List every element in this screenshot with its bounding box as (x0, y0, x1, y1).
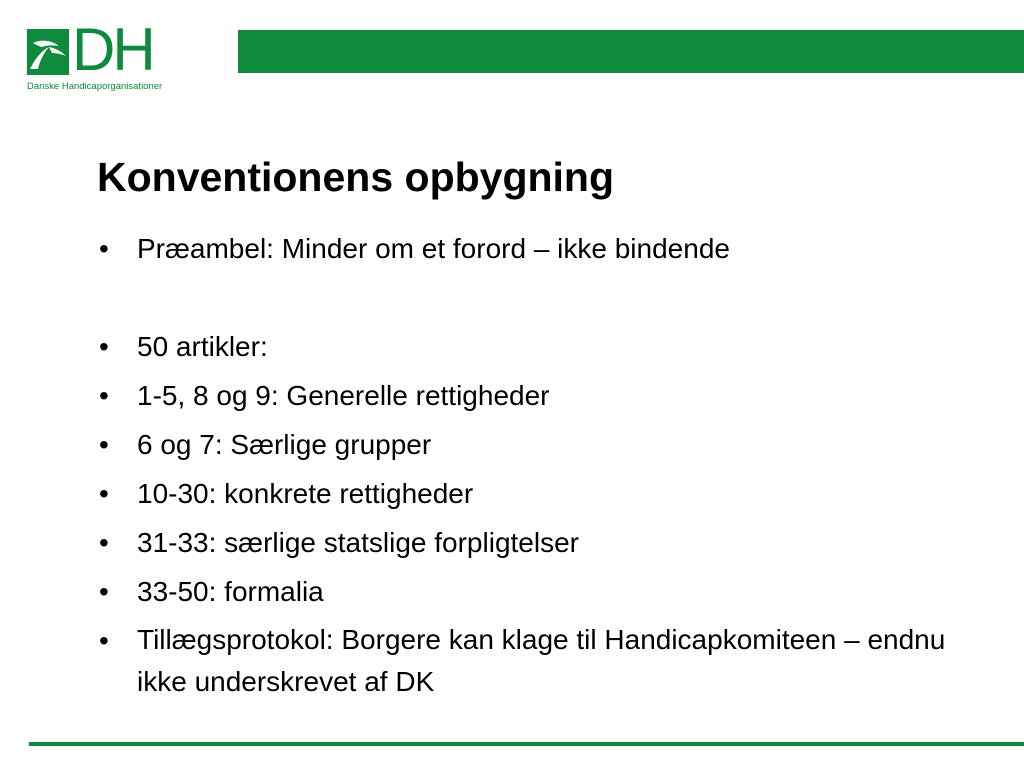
bullet-item (97, 521, 997, 565)
bullet-dot: • (99, 429, 109, 460)
bullet-item (97, 619, 997, 703)
bullet-item (97, 325, 997, 369)
logo-letters: DH (72, 16, 153, 83)
bullet-text: Tillægsprotokol: Borgere kan klage til Handicapkomiteen – endnu ikke underskrevet af DK (137, 624, 946, 697)
logo-tagline: Danske Handicaporganisationer (27, 81, 163, 92)
bullet-text: 50 artikler: (137, 331, 268, 362)
bullet-dot: • (99, 527, 109, 558)
bullet-dot: • (99, 331, 109, 362)
bullet-text: 10-30: konkrete rettigheder (137, 478, 474, 509)
bullet-text: 31-33: særlige statslige forpligtelser (137, 527, 579, 558)
footer-line (29, 742, 1024, 746)
bullet-dot: • (99, 380, 109, 411)
header-bar (238, 30, 1024, 73)
slide-title: Konventionens opbygning (97, 154, 615, 200)
bullet-list (97, 227, 997, 708)
bullet-dot: • (99, 625, 109, 656)
bullet-dot: • (99, 478, 109, 509)
bullet-item (97, 570, 997, 614)
bullet-text: 6 og 7: Særlige grupper (137, 429, 432, 460)
bullet-item (97, 227, 997, 271)
bird-logo-icon (27, 29, 69, 75)
dh-logo (27, 16, 197, 95)
bullet-dot: • (99, 233, 109, 264)
bullet-text: Præambel: Minder om et forord – ikke bindende (137, 233, 730, 264)
bullet-text: 33-50: formalia (137, 576, 324, 607)
bullet-item (97, 423, 997, 467)
bullet-dot: • (99, 576, 109, 607)
bullet-text: 1-5, 8 og 9: Generelle rettigheder (137, 380, 550, 411)
bullet-item (97, 472, 997, 516)
bullet-item (97, 374, 997, 418)
